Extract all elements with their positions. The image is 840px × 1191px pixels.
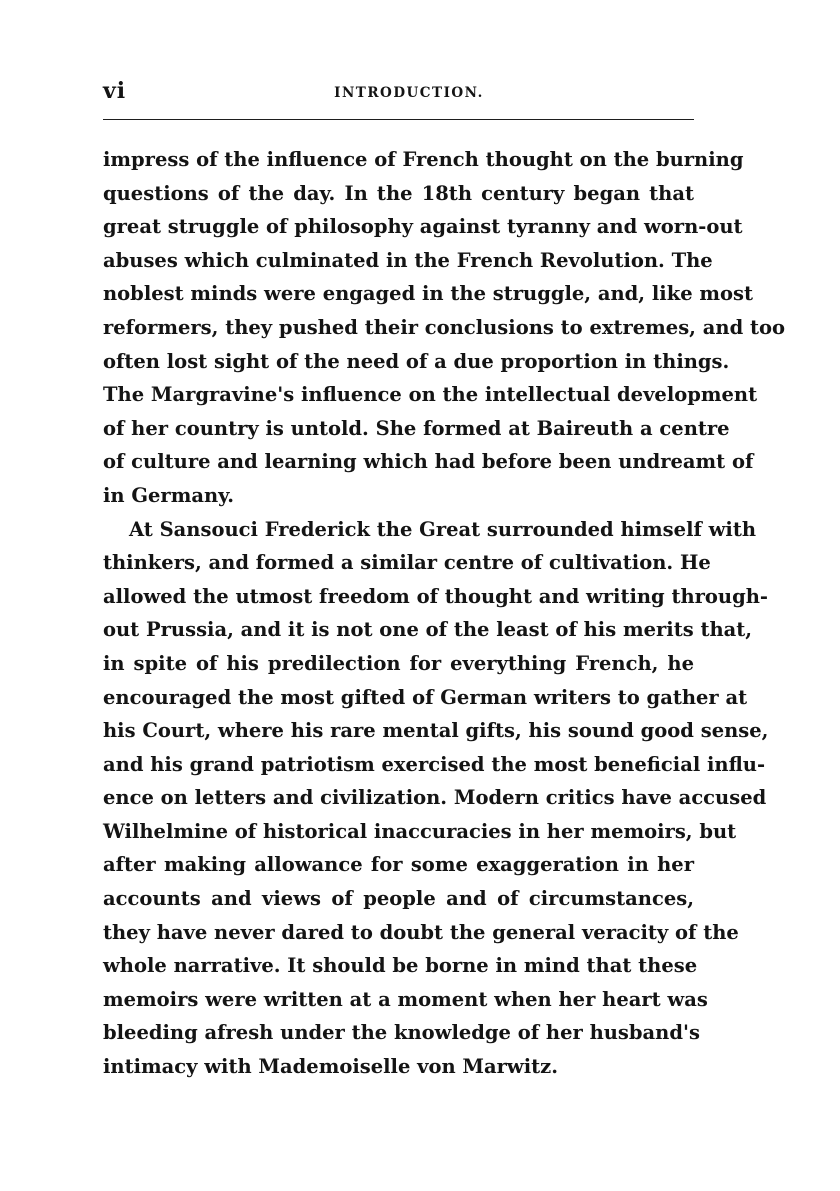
page-header [103,78,695,108]
paragraph-1 [103,143,786,513]
text-line: great struggle of philosophy against tyranny and worn-out [103,215,743,239]
text-line: after making allowance for some exaggeration in her [103,853,694,877]
text-line: encouraged the most gifted of German writers to gather at [103,685,748,709]
paragraph-2 [103,513,769,1084]
text-line: often lost sight of the need of a due proportion in things. [103,349,730,373]
text-line: allowed the utmost freedom of thought and writing through- [103,584,769,608]
body-text [103,143,786,1084]
running-title: INTRODUCTION. [334,85,484,101]
text-line: accounts and views of people and of circumstances, [103,887,694,911]
text-line: questions of the day. In the 18th century began that [103,181,694,205]
text-line: ence on letters and civilization. Modern critics have accused [103,786,767,810]
text-line: bleeding afresh under the knowledge of her husband's [103,1021,700,1045]
text-line: out Prussia, and it is not one of the least of his merits that, [103,618,753,642]
text-line: impress of the influence of French thought on the burning [103,148,744,171]
text-line: memoirs were written at a moment when her heart was [103,987,708,1011]
header-rule [103,119,694,120]
text-line: in spite of his predilection for everything French, he [103,651,694,675]
text-line: of culture and learning which had before been undreamt of [103,450,754,474]
text-line: and his grand patriotism exercised the most beneficial influ- [103,752,766,776]
text-line: Wilhelmine of historical inaccuracies in her memoirs, but [103,819,737,843]
text-line: At Sansouci Frederick the Great surrounded himself with [129,517,757,541]
text-line: in Germany. [103,483,235,507]
text-line: noblest minds were engaged in the struggle, and, like most [103,282,754,306]
text-line: of her country is untold. She formed at Baireuth a centre [103,416,730,440]
text-line: thinkers, and formed a similar centre of cultivation. He [103,551,711,575]
text-line: his Court, where his rare mental gifts, his sound good sense, [103,719,769,743]
text-line: they have never dared to doubt the general veracity of the [103,920,739,944]
text-line: whole narrative. It should be borne in mind that these [103,954,698,978]
text-line: reformers, they pushed their conclusions to extremes, and too [103,315,786,339]
text-line: abuses which culminated in the French Revolution. The [103,248,713,272]
page-number: vi [103,78,127,104]
text-line: intimacy with Mademoiselle von Marwitz. [103,1055,558,1079]
text-line: The Margravine's influence on the intellectual development [103,383,758,407]
